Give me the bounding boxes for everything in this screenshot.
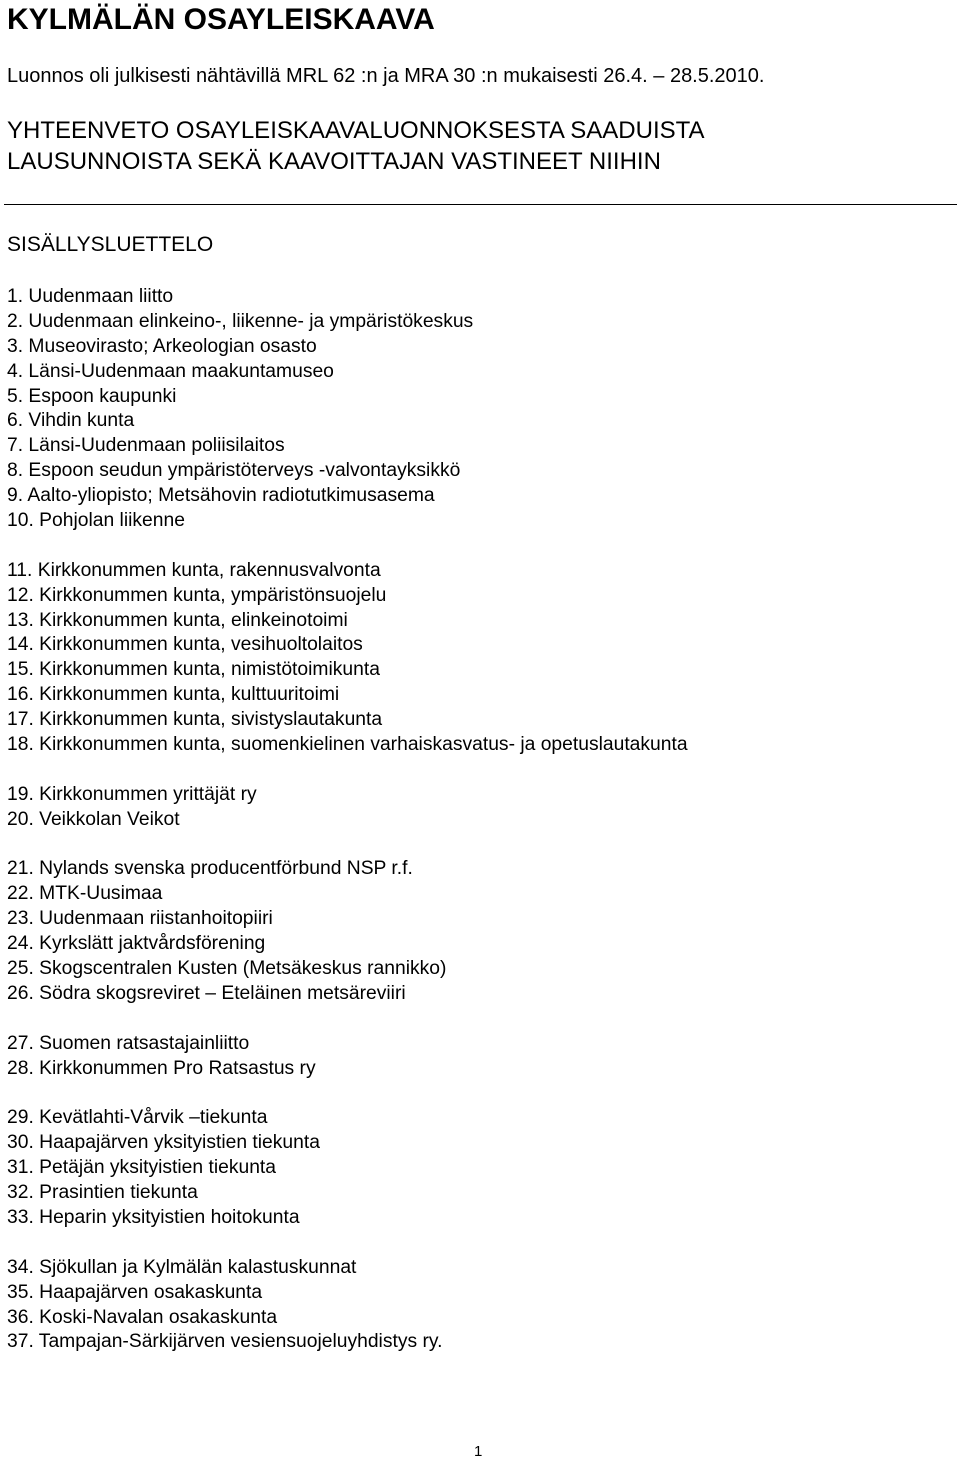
toc-item: 33. Heparin yksityistien hoitokunta	[7, 1206, 300, 1228]
toc-item: 15. Kirkkonummen kunta, nimistötoimikunta	[7, 659, 380, 681]
toc-item: 16. Kirkkonummen kunta, kulttuuritoimi	[7, 684, 340, 706]
toc-item: 36. Koski-Navalan osakaskunta	[7, 1306, 278, 1328]
toc-item: 37. Tampajan-Särkijärven vesiensuojeluyhdistys ry.	[7, 1331, 443, 1353]
toc-item: 31. Petäjän yksityistien tiekunta	[7, 1157, 277, 1179]
toc-item: 34. Sjökullan ja Kylmälän kalastuskunnat	[7, 1256, 357, 1278]
toc-item: 32. Prasintien tiekunta	[7, 1182, 198, 1204]
toc-item: 20. Veikkolan Veikot	[7, 808, 180, 830]
document-heading	[7, 115, 705, 177]
toc-item: 4. Länsi-Uudenmaan maakuntamuseo	[7, 360, 334, 382]
toc-heading: SISÄLLYSLUETTELO	[7, 233, 214, 256]
table-of-contents	[7, 285, 688, 1355]
document-subtitle: Luonnos oli julkisesti nähtävillä MRL 62 :n ja MRA 30 :n mukaisesti 26.4. – 28.5.2010.	[7, 65, 765, 87]
toc-item: 22. MTK-Uusimaa	[7, 883, 163, 905]
toc-item: 29. Kevätlahti-Vårvik –tiekunta	[7, 1107, 268, 1129]
toc-item: 2. Uudenmaan elinkeino-, liikenne- ja ympäristökeskus	[7, 310, 474, 332]
toc-item: 11. Kirkkonummen kunta, rakennusvalvonta	[7, 559, 381, 581]
toc-item: 21. Nylands svenska producentförbund NSP r.f.	[7, 858, 413, 880]
toc-item: 28. Kirkkonummen Pro Ratsastus ry	[7, 1057, 316, 1079]
toc-item: 6. Vihdin kunta	[7, 410, 135, 432]
toc-item: 35. Haapajärven osakaskunta	[7, 1281, 263, 1303]
toc-item: 12. Kirkkonummen kunta, ympäristönsuojelu	[7, 584, 387, 606]
toc-item: 24. Kyrkslätt jaktvårdsförening	[7, 933, 266, 955]
toc-item: 14. Kirkkonummen kunta, vesihuoltolaitos	[7, 634, 363, 656]
toc-item: 25. Skogscentralen Kusten (Metsäkeskus rannikko)	[7, 958, 447, 980]
toc-item: 1. Uudenmaan liitto	[7, 286, 174, 307]
toc-item: 13. Kirkkonummen kunta, elinkeinotoimi	[7, 609, 348, 631]
heading-line-1: YHTEENVETO OSAYLEISKAAVALUONNOKSESTA SAADUISTA	[7, 117, 705, 144]
toc-item: 7. Länsi-Uudenmaan poliisilaitos	[7, 435, 285, 457]
page-number: 1	[474, 1443, 483, 1460]
toc-item: 3. Museovirasto; Arkeologian osasto	[7, 335, 317, 357]
document-title: KYLMÄLÄN OSAYLEISKAAVA	[7, 3, 435, 36]
toc-item: 9. Aalto-yliopisto; Metsähovin radiotutkimusasema	[7, 485, 435, 507]
horizontal-divider	[4, 204, 957, 205]
toc-item: 17. Kirkkonummen kunta, sivistyslautakunta	[7, 709, 383, 731]
toc-item: 8. Espoon seudun ympäristöterveys -valvontayksikkö	[7, 460, 461, 482]
toc-item: 27. Suomen ratsastajainliitto	[7, 1032, 250, 1054]
toc-item: 19. Kirkkonummen yrittäjät ry	[7, 783, 257, 805]
toc-item: 18. Kirkkonummen kunta, suomenkielinen varhaiskasvatus- ja opetuslautakunta	[7, 734, 688, 756]
toc-item: 23. Uudenmaan riistanhoitopiiri	[7, 908, 273, 930]
toc-item: 5. Espoon kaupunki	[7, 385, 177, 407]
toc-item: 30. Haapajärven yksityistien tiekunta	[7, 1132, 320, 1154]
toc-item: 26. Södra skogsreviret – Eteläinen metsäreviiri	[7, 982, 406, 1004]
toc-item: 10. Pohjolan liikenne	[7, 510, 185, 532]
heading-line-2: LAUSUNNOISTA SEKÄ KAAVOITTAJAN VASTINEET NIIHIN	[7, 148, 661, 175]
